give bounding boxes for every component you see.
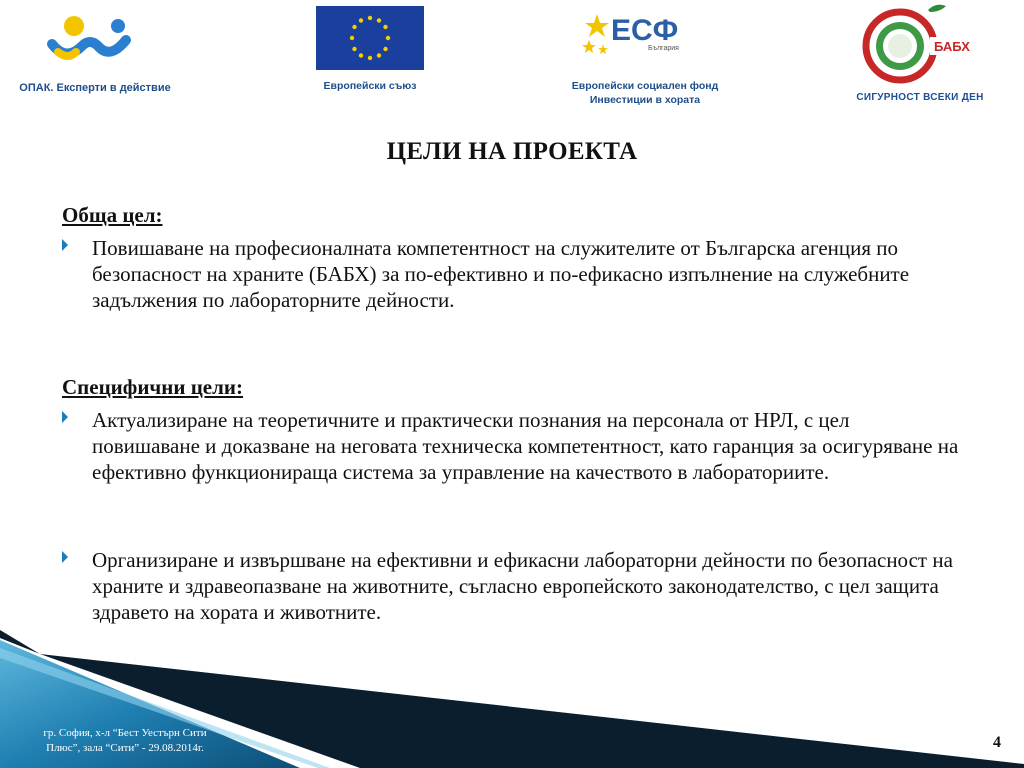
babh-logo (840, 0, 1000, 105)
footer-location-line2: Плюс”, зала “Сити” - 29.08.2014г. (46, 742, 204, 754)
esf-emblem-icon (545, 0, 745, 72)
bullet-arrow-icon (62, 411, 68, 423)
bullet-arrow-icon (62, 551, 68, 563)
list-item (62, 547, 962, 625)
slide-title: ЦЕЛИ НА ПРОЕКТА (386, 138, 638, 165)
babh-caption: СИГУРНОСТ ВСЕКИ ДЕН (856, 92, 984, 103)
list-item (62, 235, 962, 313)
list-item (62, 407, 962, 485)
esf-mark: ЕСФ (611, 14, 679, 47)
specific-objectives-heading: Специфични цели: (62, 375, 244, 399)
esf-logo (545, 0, 745, 107)
esf-country: България (648, 45, 679, 52)
opak-emblem-icon (10, 0, 180, 76)
opak-logo (10, 0, 180, 95)
esf-caption-line2: Инвестиции в хората (589, 94, 701, 106)
esf-caption-line1: Европейски социален фонд (571, 80, 719, 92)
opak-caption: ОПАК. Експерти в действие (19, 82, 171, 94)
bullet-arrow-icon (62, 239, 68, 251)
specific-objective-text-1: Актуализиране на теоретичните и практически познания на персонала от НРЛ, с цел повишаване и доказване на неговата техническа компетентност, като гаранция за осигуряване на ефективно функционираща система за управление на качеството в лабораториите. (92, 408, 959, 484)
page-number: 4 (993, 734, 1001, 751)
general-objective-text: Повишаване на професионалната компетентност на служителите от Българска агенция по безопасност на храните (БАБХ) за по-ефективно и по-ефикасно изпълнение на служебните задължения по лабораторните дейности. (92, 236, 910, 312)
babh-emblem-icon (840, 0, 1000, 84)
general-objective-heading: Обща цел: (62, 203, 163, 227)
specific-objective-text-2: Организиране и извършване на ефективни и ефикасни лабораторни дейности по безопасност на храните и здравеопазване на животните, съгласно европейското законодателство, с цел защита здравето на хората и животните. (92, 548, 953, 624)
eu-caption: Европейски съюз (323, 80, 417, 92)
eu-flag-icon (300, 0, 440, 74)
babh-mark: БАБХ (934, 39, 970, 54)
eu-logo (300, 0, 440, 93)
footer-location-line1: гр. София, х-л “Бест Уестърн Сити (43, 727, 207, 739)
